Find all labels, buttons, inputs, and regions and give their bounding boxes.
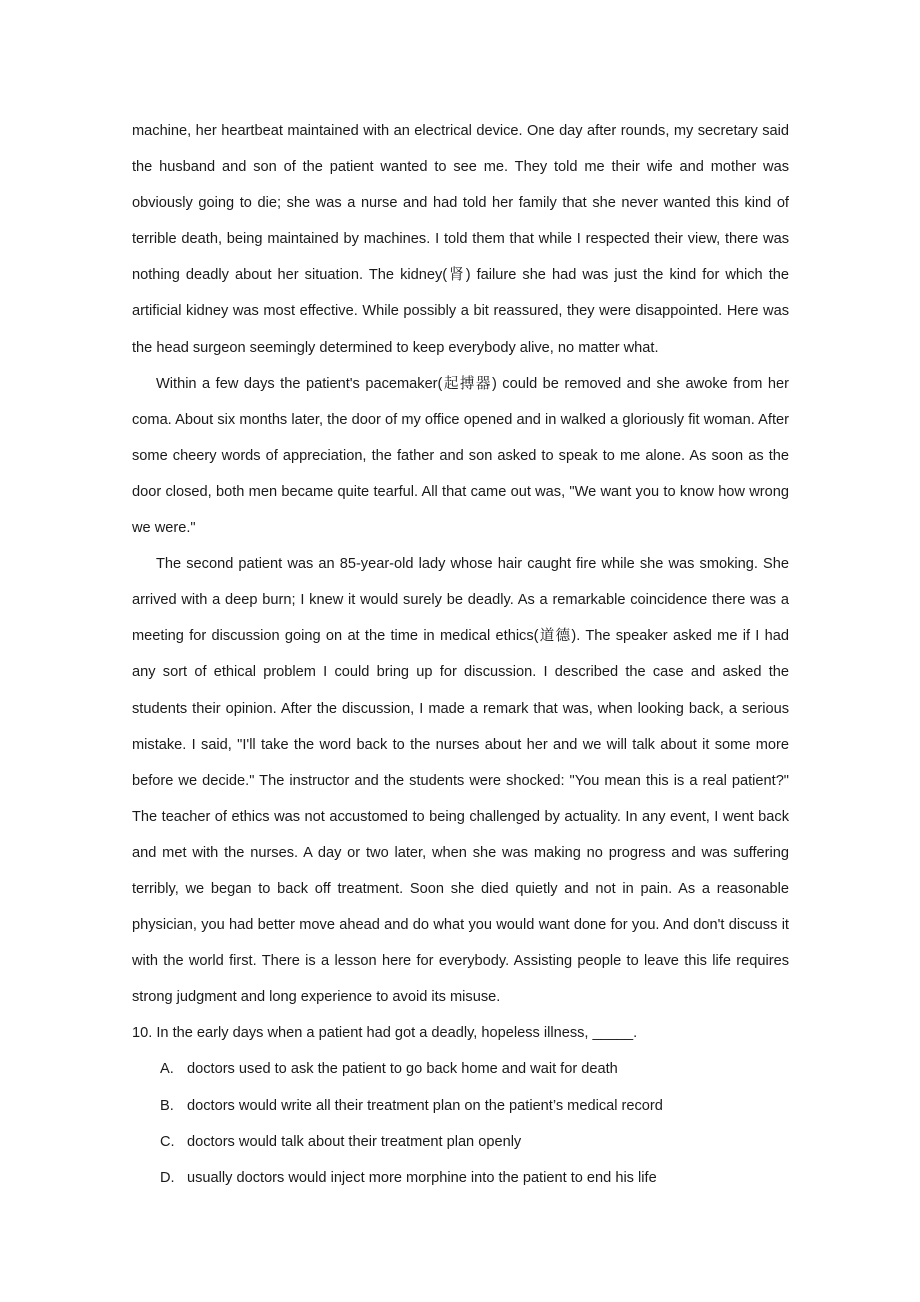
option-letter: A.	[160, 1061, 174, 1078]
option-c	[132, 1124, 789, 1160]
question-block	[132, 1015, 789, 1195]
passage-paragraph-1: machine, her heartbeat maintained with an electrical device. One day after rounds, my secretary said the husband and son of the patient wanted to see me. They told me their wife and mother was obviously going to die; she was a nurse and had told her family that she never wanted this kind of terrible death, being maintained by machines. I told them that while I respected their view, there was nothing deadly about her situation. The kidney(肾) failure she had was just the kind for which the artificial kidney was most effective. While possibly a bit reassured, they were disappointed. Here was the head surgeon seemingly determined to keep everybody alive, no matter what.	[132, 123, 789, 356]
document-body	[132, 113, 789, 1196]
option-letter: B.	[160, 1097, 174, 1114]
option-text: usually doctors would inject more morphine into the patient to end his life	[187, 1169, 657, 1186]
option-text: doctors would talk about their treatment plan openly	[187, 1133, 522, 1150]
option-b	[132, 1088, 789, 1124]
option-letter: D.	[160, 1169, 175, 1186]
option-text: doctors used to ask the patient to go back home and wait for death	[187, 1061, 618, 1078]
option-a	[132, 1051, 789, 1087]
answer-options	[132, 1051, 789, 1195]
option-letter: C.	[160, 1133, 175, 1150]
option-text: doctors would write all their treatment plan on the patient’s medical record	[187, 1097, 663, 1114]
passage-paragraph-3: The second patient was an 85-year-old lady whose hair caught fire while she was smoking. She arrived with a deep burn; I knew it would surely be deadly. As a remarkable coincidence there was a meeting for discussion going on at the time in medical ethics(道德). The speaker asked me if I had any sort of ethical problem I could bring up for discussion. I described the case and asked the students their opinion. After the discussion, I made a remark that was, when looking back, a serious mistake. I said, "I'll take the word back to the nurses about her and we will talk about it some more before we decide." The instructor and the students were shocked: "You mean this is a real patient?" The teacher of ethics was not accustomed to being challenged by actuality. In any event, I went back and met with the nurses. A day or two later, when she was making no progress and was suffering terribly, we began to back off treatment. Soon she died quietly and not in pain. As a reasonable physician, you had better move ahead and do what you would want done for you. And don't discuss it with the world first. There is a lesson here for everybody. Assisting people to leave this life requires strong judgment and long experience to avoid its misuse.	[132, 556, 789, 1006]
question-stem: 10. In the early days when a patient had got a deadly, hopeless illness, _____.	[132, 1025, 638, 1042]
option-d	[132, 1160, 789, 1196]
passage-paragraph-2: Within a few days the patient's pacemaker(起搏器) could be removed and she awoke from her coma. About six months later, the door of my office opened and in walked a gloriously fit woman. After some cheery words of appreciation, the father and son asked to speak to me alone. As soon as the door closed, both men became quite tearful. All that came out was, "We want you to know how wrong we were."	[132, 375, 789, 537]
